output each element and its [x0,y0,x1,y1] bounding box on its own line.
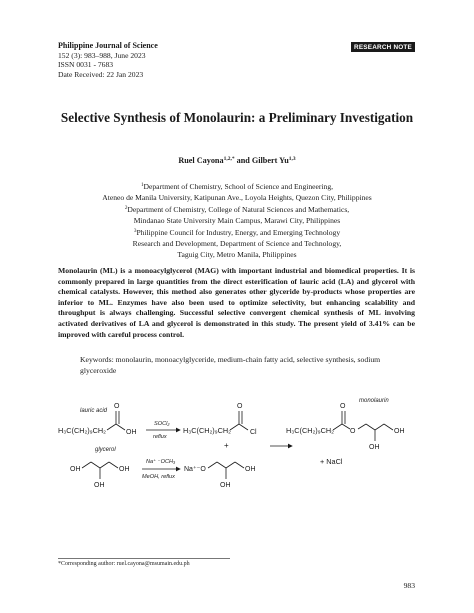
journal-header [58,41,158,79]
affiliation-2-line-1: Department of Chemistry, College of Natural Sciences and Mathematics, [127,205,350,215]
byproduct-nacl: + NaCl [320,457,343,466]
condition-reflux-1: reflux [153,434,167,440]
reagent-sodium-methoxide: Na⁺ ⁻OCH₃ [146,459,176,465]
glycerol-oh-right: OH [119,466,130,473]
journal-volume: 152 (3): 983–988, June 2023 [58,50,146,60]
lauroyl-chloride-chain: H₃C(CH₂)₉CH₂ [183,426,232,435]
glycerol-label: glycerol [95,447,116,453]
glycerol-oh-left: OH [70,466,81,473]
affiliation-3-line-2: Research and Development, Department of Science and Technology, [132,238,342,248]
lauric-acid-carbonyl [107,411,125,430]
monolaurin-skeleton [333,411,393,441]
affiliation-2 [40,203,434,226]
monolaurin-oh-right: OH [394,428,405,435]
affiliation-2-marker: 2 [124,205,128,212]
journal-issn: ISSN 0031 - 7683 [58,60,114,70]
lauroyl-chloride-cl: Cl [250,429,257,436]
affiliation-3-marker: 3 [133,228,137,235]
author-line [40,156,434,165]
lauric-acid-o: O [114,403,120,410]
monolaurin-chain: H₃C(CH₂)₉CH₂ [286,426,335,435]
paper-title: Selective Synthesis of Monolaurin: a Preliminary Investigation [60,110,414,125]
author-2-affil: 1,3 [288,156,296,162]
keywords-value: monolaurin, monoacylglyceride, medium-chain fatty acid, selective synthesis, sodium glyceroxide [80,355,381,375]
lauroyl-chloride-carbonyl [230,411,248,430]
footnote-rule [58,558,230,559]
keywords [80,355,400,376]
date-received: Date Received: 22 Jan 2023 [58,69,144,79]
condition-meoh-reflux: MeOH, reflux [142,474,175,480]
lauric-acid-oh: OH [126,429,137,436]
monolaurin-oh-bottom: OH [369,444,380,451]
author-2: and Gilbert Yu [234,156,289,165]
affiliation-2-line-2: Mindanao State University Main Campus, Marawi City, Philippines [133,215,341,225]
keywords-label: Keywords: [80,355,114,364]
sodium-glyceroxide-oh-bottom: OH [220,482,231,489]
affiliation-1 [40,180,434,203]
journal-name: Philippine Journal of Science [58,41,158,50]
lauric-acid-label: lauric acid [80,408,108,414]
abstract: Monolaurin (ML) is a monoacylglycerol (MAG) with important industrial and biomedical properties. It is commonly prepared in large quantities from the direct esterification of lauric acid (LA) and glycerol with chemical catalysts. However, this method also generates other glyceride by-products whose properties are inferior to ML. Enzymes have also been used to optimize selectivity, but enhancing scalability and throughput is always challenging. Successful selective convergent chemical synthesis of ML involving activated derivatives of LA and glycerol is demonstrated in this study. The present yield of 3.41% can be improved with careful process control. [58,266,415,339]
monolaurin-label: monolaurin [359,398,389,404]
affiliation-3-line-1: Philippine Council for Industry, Energy, and Emerging Technology [136,228,341,238]
lauric-acid-chain: H₃C(CH₂)₉CH₂ [58,426,107,435]
monolaurin-carbonyl-o: O [340,403,346,410]
corresponding-author-footnote: *Corresponding author: ruel.cayona@msumain.edu.ph [58,561,190,567]
affiliations [40,180,434,260]
author-1: Ruel Cayona [178,156,224,165]
lauroyl-chloride-o: O [237,403,243,410]
affiliation-1-line-1: Department of Chemistry, School of Science and Engineering, [143,182,334,191]
glycerol-oh-bottom: OH [94,482,105,489]
reagent-socl2: SOCl₂ [154,421,170,427]
author-1-affil: 1,2,* [223,156,235,162]
affiliation-3 [40,226,434,260]
page-number: 983 [403,581,415,590]
reaction-scheme [58,385,418,495]
plus-sign: + [224,441,229,450]
affiliation-1-line-2: Ateneo de Manila University, Katipunan Ave., Loyola Heights, Quezon City, Philippines [102,192,372,202]
glycerol-skeleton [82,462,118,479]
affiliation-3-line-3: Taguig City, Metro Manila, Philippines [177,249,297,259]
research-note-badge: RESEARCH NOTE [351,42,415,52]
sodium-glyceroxide-na-o: Na⁺⁻O [184,466,206,473]
monolaurin-ester-o: O [350,428,356,435]
affiliation-1-marker: 1 [140,182,144,188]
sodium-glyceroxide-oh-right: OH [245,466,256,473]
sodium-glyceroxide-skeleton [208,462,244,479]
